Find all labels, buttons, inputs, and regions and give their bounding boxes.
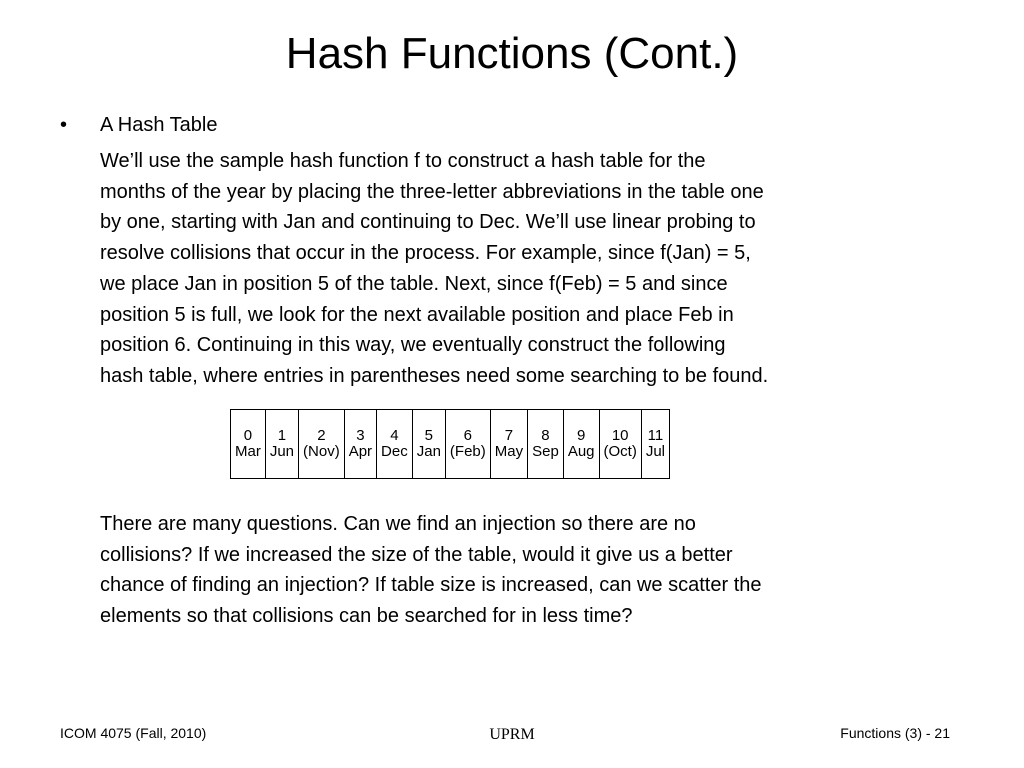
hash-table-entry: Jul (641, 444, 669, 479)
hash-table-index: 0 (231, 410, 266, 445)
hash-table-entry: Jan (412, 444, 445, 479)
hash-table-entry: Jun (265, 444, 298, 479)
hash-table-index: 7 (490, 410, 527, 445)
hash-table-index: 9 (563, 410, 599, 445)
intro-paragraph (100, 146, 970, 392)
hash-table-entry: Sep (528, 444, 564, 479)
hash-table-entry: (Feb) (445, 444, 490, 479)
questions-paragraph (100, 509, 970, 632)
hash-table-index: 5 (412, 410, 445, 445)
paragraph-line: hash table, where entries in parentheses need some searching to be found. (100, 364, 769, 387)
hash-table-index: 2 (299, 410, 345, 445)
hash-table-entry: Dec (377, 444, 413, 479)
hash-table-index: 8 (528, 410, 564, 445)
footer-institution: UPRM (489, 726, 535, 743)
paragraph-line: collisions? If we increased the size of the table, would it give us a better (100, 543, 733, 566)
paragraph-line: We’ll use the sample hash function f to construct a hash table for the (100, 150, 706, 172)
hash-table-entry: (Nov) (299, 444, 345, 479)
paragraph-line: resolve collisions that occur in the process. For example, since f(Jan) = 5, (100, 242, 751, 265)
hash-table-index: 6 (445, 410, 490, 445)
hash-table-entry: Mar (231, 444, 266, 479)
hash-table-index: 1 (265, 410, 298, 445)
paragraph-line: chance of finding an injection? If table size is increased, can we scatter the (100, 574, 762, 597)
bullet-marker: • (60, 114, 68, 136)
hash-table-index: 11 (641, 410, 669, 445)
hash-table-entry: May (490, 444, 527, 479)
hash-table-entry: Apr (344, 444, 376, 479)
hash-table-index: 3 (344, 410, 376, 445)
hash-table-entry-row (231, 444, 670, 479)
hash-table-index: 4 (377, 410, 413, 445)
hash-table-index-row (231, 410, 670, 445)
slide-title: Hash Functions (Cont.) (285, 29, 739, 78)
paragraph-line: by one, starting with Jan and continuing to Dec. We’ll use linear probing to (100, 211, 756, 234)
bullet-heading: A Hash Table (100, 114, 218, 136)
paragraph-line: months of the year by placing the three-letter abbreviations in the table one (100, 180, 764, 203)
footer-course: ICOM 4075 (Fall, 2010) (60, 725, 207, 741)
hash-table-entry: Aug (563, 444, 599, 479)
hash-table-index: 10 (599, 410, 641, 445)
paragraph-line: elements so that collisions can be searched for in less time? (100, 605, 633, 628)
hash-table-entry: (Oct) (599, 444, 641, 479)
paragraph-line: position 6. Continuing in this way, we eventually construct the following (100, 334, 726, 357)
hash-table (230, 409, 670, 479)
footer-slide-number: Functions (3) - 21 (840, 725, 950, 741)
paragraph-line: we place Jan in position 5 of the table. Next, since f(Feb) = 5 and since (100, 272, 728, 295)
paragraph-line: There are many questions. Can we find an injection so there are no (100, 513, 696, 535)
paragraph-line: position 5 is full, we look for the next available position and place Feb in (100, 303, 734, 326)
